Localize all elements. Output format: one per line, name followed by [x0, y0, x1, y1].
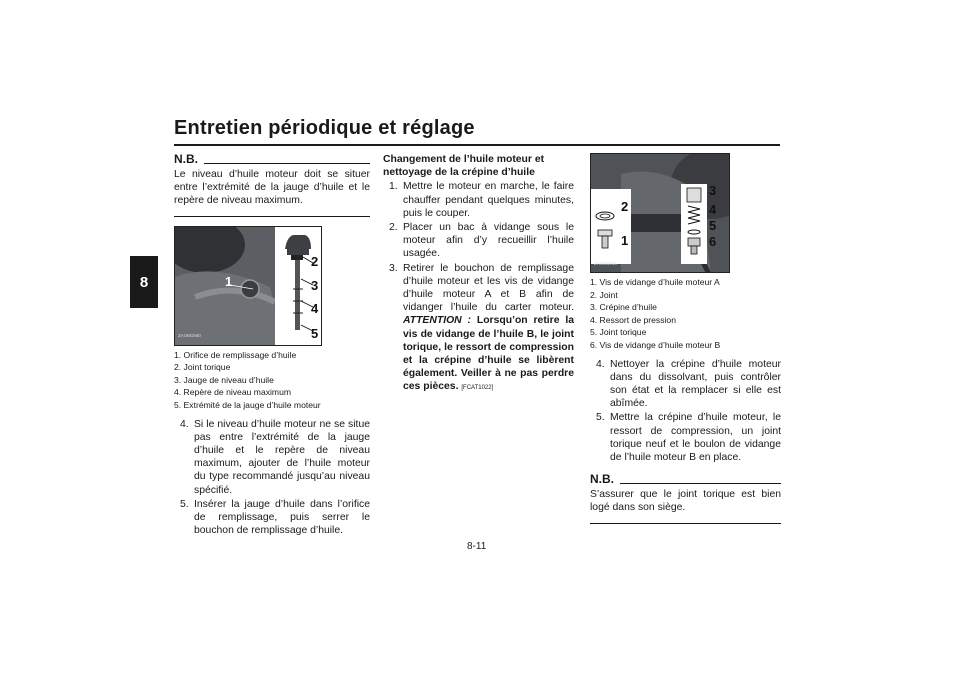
caption-item: 6. Vis de vidange d’huile moteur B — [590, 339, 721, 350]
steps-list — [383, 180, 574, 395]
callout-6: 6 — [709, 234, 717, 249]
step-number: 4. — [596, 358, 605, 370]
callout-1: 1 — [225, 273, 233, 289]
step-item — [383, 180, 574, 220]
column-3 — [590, 153, 781, 524]
attention-code: [FCAT1022] — [461, 385, 494, 392]
nb-end-rule — [590, 523, 781, 524]
title-rule — [174, 144, 780, 146]
step-text: Mettre la crépine d’huile moteur, le ressort de compression, un joint torique neuf et le boulon de vidange de l’huile moteur B en place. — [610, 412, 781, 463]
step-item — [174, 498, 370, 538]
step-number: 4. — [180, 418, 189, 430]
caption-item: 2. Joint — [590, 289, 618, 300]
callout-3: 3 — [709, 183, 717, 198]
steps-list — [174, 418, 370, 538]
callout-4: 4 — [311, 300, 319, 316]
step-item — [590, 358, 781, 411]
attention-text: Lorsqu’on retire la vis de vidange de l’huile B, le joint torique, le ressort de compression et la crépine d’huile se libèrent également. Veiller à ne pas perdre ces pièces. — [403, 315, 575, 393]
step-item — [174, 418, 370, 497]
page-number: 8-11 — [467, 541, 487, 552]
caption-item: 1. Orifice de remplissage d’huile — [174, 349, 297, 360]
column-2 — [383, 153, 574, 397]
callout-1: 1 — [621, 233, 629, 248]
figure-oil-dipstick-illustration — [175, 227, 322, 346]
caption-item: 2. Joint torique — [174, 362, 231, 373]
nb-header — [590, 473, 781, 485]
caption-item: 3. Crépine d’huile — [590, 302, 657, 313]
step-number: 5. — [180, 498, 189, 510]
step-item — [590, 411, 781, 464]
figure-code: ZAUM1944 — [594, 260, 617, 266]
nb-text: S’assurer que le joint torique est bien logé dans son siège. — [590, 489, 781, 514]
caption-item: 5. Joint torique — [590, 327, 647, 338]
step-text: Mettre le moteur en marche, le faire chauffer pendant quelques minutes, puis le couper. — [403, 181, 574, 219]
section-heading: Changement de l’huile moteur et nettoyage de la crépine d’huile — [383, 154, 545, 179]
attention-notice — [403, 315, 574, 392]
caption-item: 3. Jauge de niveau d’huile — [174, 374, 274, 385]
attention-label: ATTENTION : — [403, 315, 471, 327]
callout-4: 4 — [709, 202, 717, 217]
chapter-tab: 8 — [130, 256, 158, 308]
nb-rule — [204, 163, 370, 164]
callout-5: 5 — [311, 325, 319, 341]
step-text-body: Retirer le bouchon de remplissage d’huile moteur et les vis de vidange d’huile moteur A et B afin de vidanger l’huile du carter moteur. — [403, 262, 574, 314]
nb-text: Le niveau d’huile moteur doit se situer entre l’extrémité de la jauge d’huile et le repère de niveau maximum. — [174, 169, 370, 207]
caption-item: 1. Vis de vidange d’huile moteur A — [590, 277, 720, 287]
caption-item: 4. Repère de niveau maximum — [174, 387, 292, 398]
figure-drain-bolts — [590, 153, 730, 273]
nb-end-rule — [174, 216, 370, 217]
step-text: Insérer la jauge d’huile dans l’orifice de remplissage, puis serrer le bouchon de remplissage d’huile. — [194, 498, 370, 537]
step-number: 1. — [389, 181, 398, 193]
callout-3: 3 — [311, 277, 319, 293]
caption-item: 4. Ressort de pression — [590, 314, 676, 325]
step-number: 3. — [389, 262, 398, 274]
callout-5: 5 — [709, 218, 717, 233]
nb-label: N.B. — [590, 472, 614, 487]
nb-rule — [620, 483, 781, 484]
step-number: 2. — [389, 222, 398, 234]
step-text: Nettoyer la crépine d’huile moteur dans du dissolvant, puis contrôler son état et la remplacer si elle est abîmée. — [610, 358, 781, 410]
figure-oil-dipstick — [174, 226, 322, 346]
nb-label: N.B. — [174, 152, 198, 166]
figure-caption-list — [174, 349, 370, 412]
step-text — [403, 262, 574, 396]
step-text: Placer un bac à vidange sous le moteur afin d’y recueillir l’huile usagée. — [403, 222, 574, 260]
steps-list — [590, 358, 781, 465]
figure-code: ZAUM1940 — [178, 333, 201, 339]
figure-caption-list — [590, 276, 781, 352]
step-number: 5. — [596, 412, 605, 424]
step-item — [383, 221, 574, 261]
caption-item: 5. Extrémité de la jauge d’huile moteur — [174, 399, 321, 410]
nb-header — [174, 153, 370, 165]
callout-2: 2 — [311, 253, 319, 269]
page-title: Entretien périodique et réglage — [174, 117, 475, 139]
callout-2: 2 — [621, 199, 629, 214]
step-text: Si le niveau d’huile moteur ne se situe pas entre l’extrémité de la jauge d’huile et le repère de niveau maximum, ajouter de l’huile moteur du type recommandé jusqu’au niveau spécifié. — [194, 418, 370, 496]
column-1 — [174, 153, 370, 538]
step-item — [383, 262, 574, 396]
